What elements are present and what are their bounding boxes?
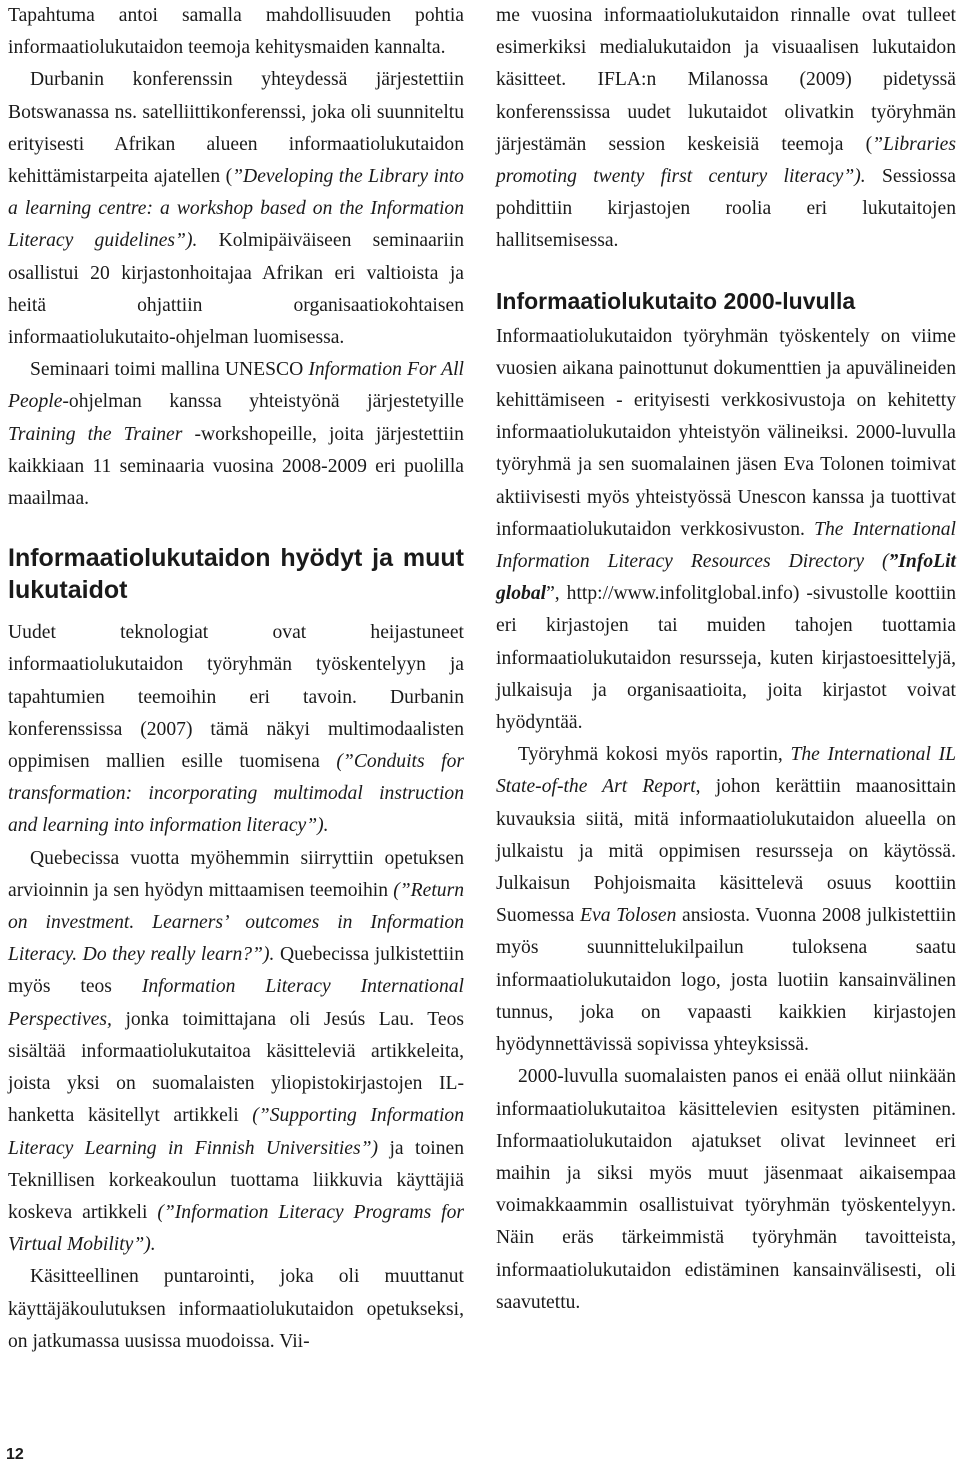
text-run: Quebecissa julkistettiin myös teos [8, 944, 464, 998]
italic-title: The International IL State-of-the Art Report [496, 744, 956, 798]
text-run: Työryhmä kokosi myös raportin, [518, 744, 791, 766]
italic-title: The International Information Literacy Resources Directory ( [496, 518, 956, 573]
italic-title: ”Developing the Library into a learning centre: a workshop based on the Information Literacy guidelines”). [8, 166, 464, 252]
italic-title: (”Return on investment. Learners’ outcomes in Information Literacy. Do they really learn?”). [8, 879, 464, 966]
text-run: Sessiossa pohdittiin kirjastojen roolia eri lukutaitojen hallitsemisessa. [496, 166, 956, 252]
text-run: Seminaari toimi mallina UNESCO [30, 359, 309, 381]
italic-title: Eva Tolosen [580, 905, 677, 927]
italic-title: ”Libraries promoting twenty first century literacy”). [496, 133, 956, 188]
text-run: me vuosina informaatiolukutaidon rinnalle ovat tulleet esimerkiksi medialukutaidon ja visuaalisen lukutaidon käsitteet. IFLA:n Milanossa (2009) pidetyssä konferenssissa uudet lukutaidot olivatkin työryhmän järjestämän session keskeisiä teemoja ( [496, 5, 956, 155]
paragraph: Käsitteellinen puntarointi, joka oli muuttanut käyttäjäkoulutuksen informaatiolukutaidon opetukseksi, on jatkumassa uusissa muodoissa. Vii- [8, 1266, 464, 1352]
paragraph [8, 617, 464, 842]
text-run: -workshopeille, joita järjestettiin kaikkiaan 11 seminaaria vuosina 2008-2009 eri puolilla maailmaa. [8, 423, 464, 510]
italic-title: Training the Trainer [8, 423, 183, 445]
italic-title: (”Conduits for transformation: incorporating multimodal instruction and learning into information literacy”). [8, 751, 464, 837]
page-number: 12 [6, 1446, 24, 1463]
section-heading: Informaatiolukutaito 2000-luvulla [496, 287, 856, 314]
text-run: Durbanin konferenssin yhteydessä järjestettiin Botswanassa ns. satelliittikonferenssi, joka oli suunniteltu erityisesti Afrikan alueen informaatiolukutaidon kehittämistarpeita ajatellen ( [8, 69, 464, 188]
right-column [496, 0, 956, 1319]
italic-title: Information Literacy International Perspectives, [8, 976, 464, 1030]
italic-title: (”Information Literacy Programs for Virtual Mobility”). [8, 1201, 464, 1256]
text-run: ja toinen Teknillisen korkeakoulun tuottama liikkuvia käyttäjiä koskeva artikkeli [8, 1137, 464, 1223]
paragraph [8, 64, 464, 354]
text-run: , johon kerättiin maanosittain kuvauksia siitä, mitä informaatiolukutaidon alueella on julkaistu ja mitä oppimisen resursseja on käytössä. Julkaisun Pohjoismaita käsittelevä osuus koottiin Suomessa [496, 776, 956, 927]
italic-title: Information For All People [8, 359, 464, 413]
text-run: Kolmipäiväiseen seminaariin osallistui 20 kirjastonhoitajaa Afrikan eri valtioista ja heitä ohjattiin organisaatiokohtaisen informaatiolukutaito-ohjelman luomisessa. [8, 230, 465, 349]
paragraph [496, 0, 956, 258]
paragraph [8, 843, 464, 1262]
section-heading: Informaatiolukutaidon hyödyt ja muut lukutaidot [8, 544, 464, 605]
text-run: Informaatiolukutaidon työryhmän työskentely on viime vuosien aikana painottunut dokumenttien ja apuvälineiden kehittämiseen - erityisesti verkkosivustoja on kehitetty informaatiolukutaidon yhteistyön välineiksi. 2000-luvulla työryhmä ja sen suomalainen jäsen Eva Tolonen toimivat aktiivisesti myös yhteistyössä Unescon kanssa ja tuottivat informaatiolukutaidon verkkosivuston. [496, 325, 956, 540]
paragraph: Tapahtuma antoi samalla mahdollisuuden pohtia informaatiolukutaidon teemoja kehitysmaiden kannalta. [8, 5, 464, 59]
text-run: Uudet teknologiat ovat heijastuneet informaatiolukutaidon työryhmän työskentelyyn ja tapahtumien teemoihin eri tavoin. Durbanin konferenssissa (2007) tämä näkyi multimodaalisten oppimisen mallien esille tuomisena [8, 622, 464, 773]
paragraph [496, 739, 956, 1061]
paragraph [496, 321, 956, 740]
left-column [8, 0, 464, 1358]
text-run: -ohjelman kanssa yhteistyönä järjestetyille [62, 391, 464, 413]
paragraph: 2000-luvulla suomalaisten panos ei enää ollut niinkään informaatiolukutaitoa käsittelevien esitysten pitäminen. Informaatiolukutaidon ajatukset olivat levinneet eri maihin ja siksi myös muut jäsenmaat aikaisempaa voimakkaammin osallistuivat työryhmän työskentelyyn. Näin eräs tärkeimmistä työryhmän tavoitteista, informaatiolukutaidon edistäminen kansainvälisesti, oli saavutettu. [496, 1066, 956, 1313]
italic-title: (”Supporting Information Literacy Learning in Finnish Universities”) [8, 1105, 465, 1159]
paragraph [8, 354, 464, 515]
text-run: jonka toimittajana oli Jesús Lau. Teos sisältää informaatiolukutaitoa käsitteleviä artikkeleita, joista yksi on suomalaisten yliopistokirjastojen IL-hanketta käsitellyt artikkeli [8, 1008, 464, 1127]
text-run: Quebecissa vuotta myöhemmin siirryttiin opetuksen arvioinnin ja sen hyödyn mittaamisen teemoihin [8, 847, 464, 901]
text-run: ”, http://www.infolitglobal.info) -sivustolle koottiin eri kirjastojen tai muiden tahojen tuottamia informaatiolukutaidon resursseja, kuten kirjastoesittelyjä, julkaisuja ja organisaatioita, joita kirjastot voivat hyödyntää. [496, 583, 956, 734]
text-run: ansiosta. Vuonna 2008 julkistettiin myös suunnittelukilpailun tuloksena saatu informaatiolukutaidon logo, josta luotiin kansainvälinen tunnus, joka on vapaasti kaikkien kirjastojen hyödynnettävissä sopivissa yhteyksissä. [496, 905, 956, 1056]
italic-title: ”InfoLit global [496, 551, 956, 605]
